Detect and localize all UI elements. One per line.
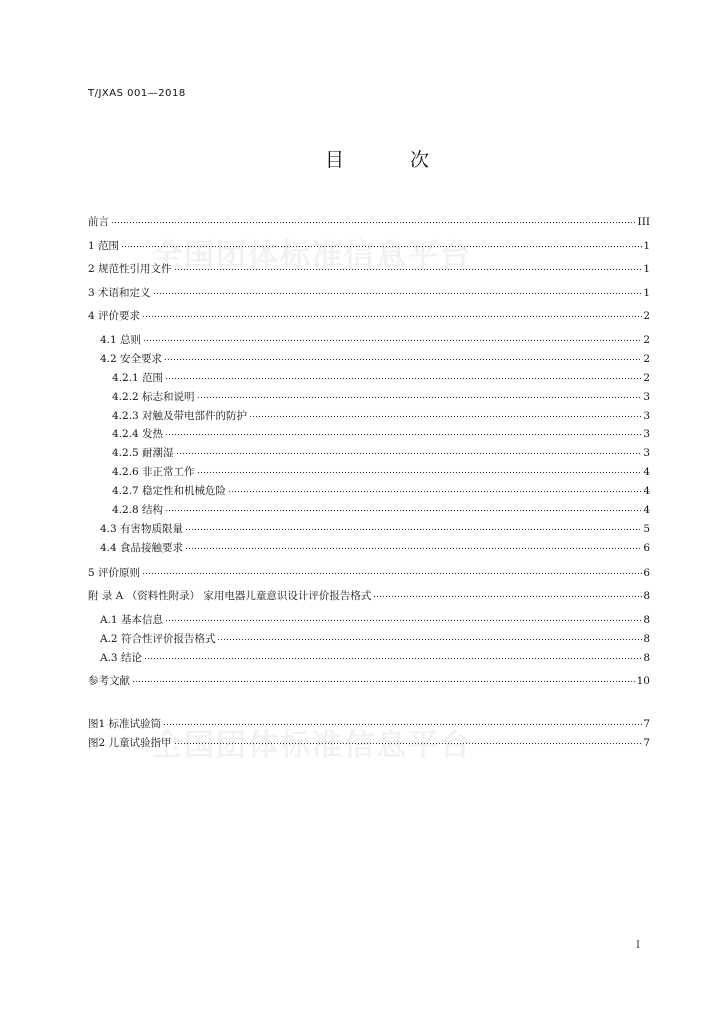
toc-entry-page: 3 <box>643 391 650 403</box>
page-number: I <box>636 940 640 951</box>
toc-entry[interactable] <box>100 628 650 645</box>
toc-entry-page: 5 <box>643 523 650 535</box>
toc-entry[interactable] <box>88 585 650 602</box>
toc-entry-label: 前言 <box>88 216 109 228</box>
toc-entry-page: 3 <box>643 447 650 459</box>
toc-leader-dots <box>142 305 642 319</box>
toc-entry[interactable] <box>88 670 650 687</box>
toc-entry-page: 2 <box>643 334 650 346</box>
toc-leader-dots <box>185 518 642 532</box>
toc-entry[interactable] <box>112 480 650 497</box>
toc-entry[interactable] <box>112 442 650 459</box>
toc-entry-page: 2 <box>643 353 650 365</box>
toc-entry[interactable] <box>112 461 650 478</box>
toc-entry[interactable] <box>88 713 650 730</box>
toc-entry[interactable] <box>112 367 650 384</box>
toc-entry-page: 8 <box>643 590 650 602</box>
toc-entry[interactable] <box>88 282 650 299</box>
toc-entry-label: 4.2.7 稳定性和机械危险 <box>112 485 227 497</box>
toc-entry-page: 7 <box>643 737 650 749</box>
toc-entry-label: A.2 符合性评价报告格式 <box>100 633 216 645</box>
toc-leader-dots <box>153 282 643 296</box>
toc-entry-label: 2 规范性引用文件 <box>88 263 172 275</box>
toc-entry-label: 4.2.2 标志和说明 <box>112 391 195 403</box>
toc-entry[interactable] <box>88 562 650 579</box>
toc-entry-label: 附 录 A （资料性附录） 家用电器儿童意识设计评价报告格式 <box>88 590 372 602</box>
toc-entry-label: 1 范围 <box>88 240 120 252</box>
toc-leader-dots <box>163 713 642 727</box>
toc-leader-dots <box>121 235 642 249</box>
toc-leader-dots <box>144 647 642 661</box>
toc-entry-page: 6 <box>643 542 650 554</box>
toc-entry-label: 4.2.1 范围 <box>112 372 164 384</box>
toc-leader-dots <box>197 461 643 475</box>
toc-entry[interactable] <box>112 499 650 516</box>
toc-entry-label: 4.2.8 结构 <box>112 504 164 516</box>
toc-leader-dots <box>165 609 642 623</box>
toc-leader-dots <box>111 211 637 225</box>
toc-entry-label: 图1 标准试验筒 <box>88 718 162 730</box>
toc-leader-dots <box>197 386 643 400</box>
toc-leader-dots <box>185 537 642 551</box>
toc-entry-page: 10 <box>636 675 650 687</box>
toc-entry[interactable] <box>88 732 650 749</box>
toc-entry-label: 3 术语和定义 <box>88 287 151 299</box>
toc-entry-page: 8 <box>643 633 650 645</box>
toc-entry[interactable] <box>88 305 650 322</box>
toc-leader-dots <box>174 732 643 746</box>
toc-entry[interactable] <box>100 329 650 346</box>
toc-leader-dots <box>249 405 642 419</box>
toc-entry[interactable] <box>112 405 650 422</box>
toc-leader-dots <box>228 480 642 494</box>
toc-leader-dots <box>217 628 642 642</box>
toc-leader-dots <box>164 348 642 362</box>
toc-entry-label: 4.1 总则 <box>100 334 142 346</box>
toc-entry-page: 8 <box>643 614 650 626</box>
toc-leader-dots <box>176 442 643 456</box>
toc-entry-page: 2 <box>643 372 650 384</box>
toc-entry-page: 4 <box>643 504 650 516</box>
toc-entry-page: 4 <box>643 485 650 497</box>
toc-entry[interactable] <box>100 647 650 664</box>
toc-entry[interactable] <box>112 423 650 440</box>
toc-entry-page: 1 <box>643 263 650 275</box>
toc-entry-label: 4.2.3 对触及带电部件的防护 <box>112 410 248 422</box>
toc-leader-dots <box>165 423 642 437</box>
toc-leader-dots <box>143 329 642 343</box>
toc-entry-page: 3 <box>643 410 650 422</box>
watermark-top: 全国团体标准信息平台 <box>152 238 472 273</box>
toc-entry[interactable] <box>112 386 650 403</box>
toc-entry-page: 3 <box>643 428 650 440</box>
toc-entry-label: 4.3 有害物质限量 <box>100 523 184 535</box>
toc-entry-page: 7 <box>643 718 650 730</box>
toc-leader-dots <box>165 367 642 381</box>
toc-entry-label: 4.2.5 耐潮湿 <box>112 447 174 459</box>
toc-entry-page: 1 <box>643 240 650 252</box>
toc-leader-dots <box>132 670 636 684</box>
toc-entry[interactable] <box>100 609 650 626</box>
toc-entry-label: 4.2.4 发热 <box>112 428 164 440</box>
toc-entry-page: 2 <box>643 310 650 322</box>
toc-entry-label: 4 评价要求 <box>88 310 141 322</box>
toc-entry-page: 4 <box>643 466 650 478</box>
toc-entry-label: 4.2.6 非正常工作 <box>112 466 195 478</box>
toc-entry-label: 5 评价原则 <box>88 567 141 579</box>
page-title: 目 次 <box>324 149 460 171</box>
document-code: T/JXAS 001—2018 <box>88 88 186 99</box>
toc-entry[interactable] <box>88 235 650 252</box>
toc-entry-page: 1 <box>643 287 650 299</box>
toc-entry-page: 8 <box>643 652 650 664</box>
toc-entry-label: A.3 结论 <box>100 652 142 664</box>
toc-entry-label: 4.2 安全要求 <box>100 353 163 365</box>
toc-entry[interactable] <box>100 537 650 554</box>
toc-entry[interactable] <box>88 258 650 275</box>
toc-leader-dots <box>142 562 642 576</box>
toc-entry-page: 6 <box>643 567 650 579</box>
toc-entry-page: III <box>637 216 650 228</box>
toc-entry-label: 4.4 食品接触要求 <box>100 542 184 554</box>
toc-leader-dots <box>373 585 642 599</box>
toc-leader-dots <box>174 258 643 272</box>
toc-entry[interactable] <box>100 518 650 535</box>
toc-entry[interactable] <box>100 348 650 365</box>
toc-entry[interactable] <box>88 211 650 228</box>
toc-leader-dots <box>165 499 642 513</box>
toc-entry-label: 参考文献 <box>88 675 130 687</box>
toc-entry-label: A.1 基本信息 <box>100 614 163 626</box>
toc-entry-label: 图2 儿童试验指甲 <box>88 737 172 749</box>
